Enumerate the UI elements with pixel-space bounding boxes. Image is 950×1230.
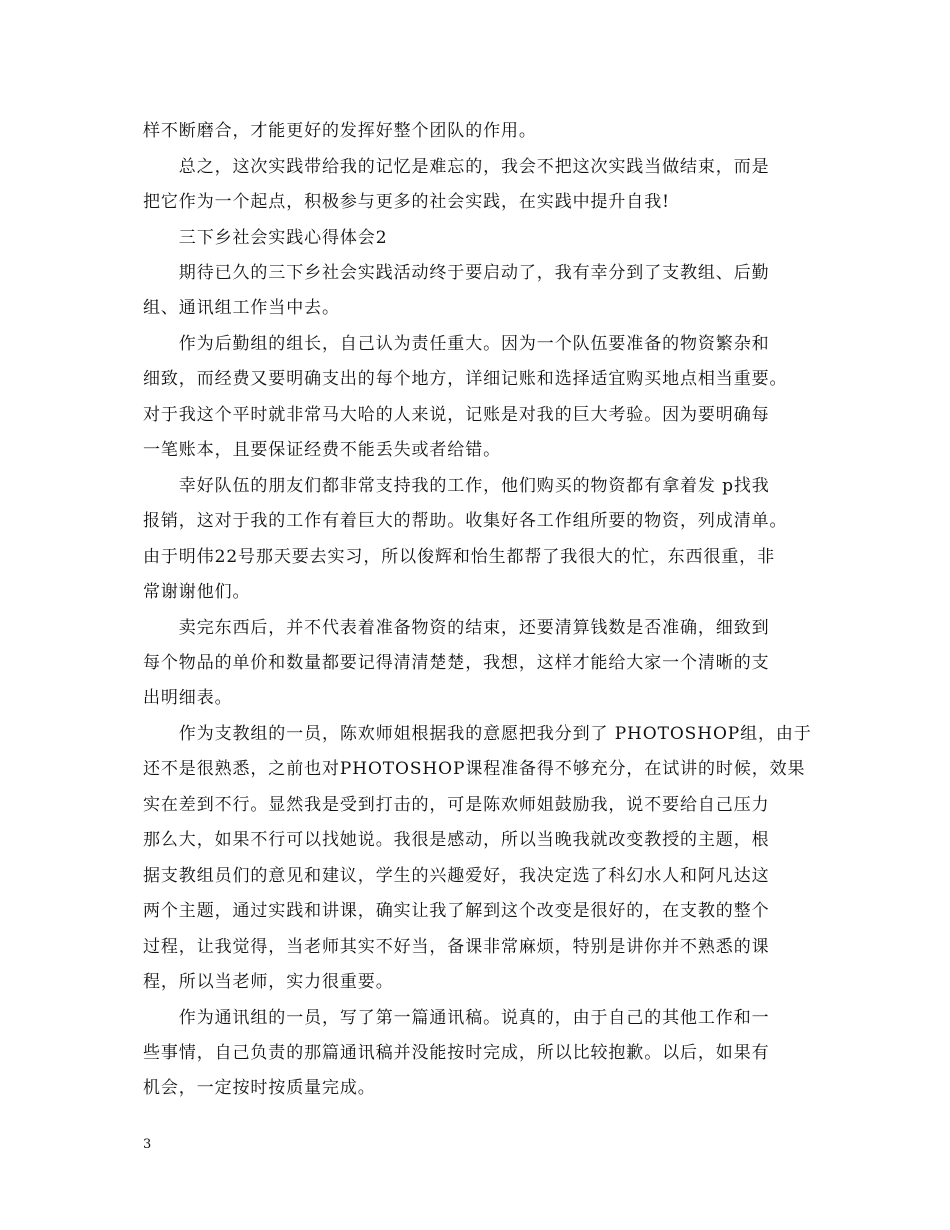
text-line: 每个物品的单价和数量都要记得清清楚楚，我想，这样才能给大家一个清晰的支 — [143, 653, 770, 673]
text-line: 细致，而经费又要明确支出的每个地方，详细记账和选择适宜购买地点相当重要。 — [143, 369, 788, 389]
text-line: 常谢谢他们。 — [143, 582, 251, 602]
text-line: 把它作为一个起点，积极参与更多的社会实践，在实践中提升自我! — [143, 192, 670, 212]
text-line: 组、通讯组工作当中去。 — [143, 298, 340, 318]
text-line: 由于明伟22号那天要去实习，所以俊辉和怡生都帮了我很大的忙，东西很重，非 — [143, 547, 776, 567]
text-line: 据支教组员们的意见和建议，学生的兴趣爱好，我决定选了科幻水人和阿凡达这 — [143, 866, 770, 886]
text-line: 报销，这对于我的工作有着巨大的帮助。收集好各工作组所要的物资，列成清单。 — [143, 511, 788, 531]
text-line: 幸好队伍的朋友们都非常支持我的工作，他们购买的物资都有拿着发 p找我 — [143, 476, 770, 496]
text-line: 两个主题，通过实践和讲课，确实让我了解到这个改变是很好的，在支教的整个 — [143, 901, 770, 921]
text-line: 还不是很熟悉，之前也对PHOTOSHOP课程准备得不够充分，在试讲的时候，效果 — [143, 759, 806, 779]
text-line: 出明细表。 — [143, 688, 233, 708]
text-line: 作为通讯组的一员，写了第一篇通讯稿。说真的，由于自己的其他工作和一 — [143, 1008, 770, 1028]
text-line: 机会，一定按时按质量完成。 — [143, 1078, 376, 1098]
text-line: 期待已久的三下乡社会实践活动终于要启动了，我有幸分到了支教组、后勤 — [143, 263, 770, 283]
text-line: 那么大，如果不行可以找她说。我很是感动，所以当晚我就改变教授的主题，根 — [143, 830, 770, 850]
text-line: 样不断磨合，才能更好的发挥好整个团队的作用。 — [143, 121, 537, 141]
text-line: 作为后勤组的组长，自己认为责任重大。因为一个队伍要准备的物资繁杂和 — [143, 334, 770, 354]
text-line: 总之，这次实践带给我的记忆是难忘的，我会不把这次实践当做结束，而是 — [143, 157, 770, 177]
text-line: 对于我这个平时就非常马大哈的人来说，记账是对我的巨大考验。因为要明确每 — [143, 405, 770, 425]
text-line: 程，所以当老师，实力很重要。 — [143, 972, 394, 992]
text-line: 过程，让我觉得，当老师其实不好当，备课非常麻烦，特别是讲你并不熟悉的课 — [143, 937, 770, 957]
page-number: 3 — [143, 1137, 152, 1152]
text-line: 些事情，自己负责的那篇通讯稿并没能按时完成，所以比较抱歉。以后，如果有 — [143, 1043, 770, 1063]
text-line: 卖完东西后，并不代表着准备物资的结束，还要清算钱数是否准确，细致到 — [143, 618, 770, 638]
text-line: 实在差到不行。显然我是受到打击的，可是陈欢师姐鼓励我，说不要给自己压力 — [143, 795, 770, 815]
text-line: 一笔账本，且要保证经费不能丢失或者给错。 — [143, 440, 501, 460]
text-line: 作为支教组的一员，陈欢师姐根据我的意愿把我分到了 PHOTOSHOP组，由于 — [143, 724, 812, 744]
section-heading: 三下乡社会实践心得体会2 — [143, 228, 388, 248]
